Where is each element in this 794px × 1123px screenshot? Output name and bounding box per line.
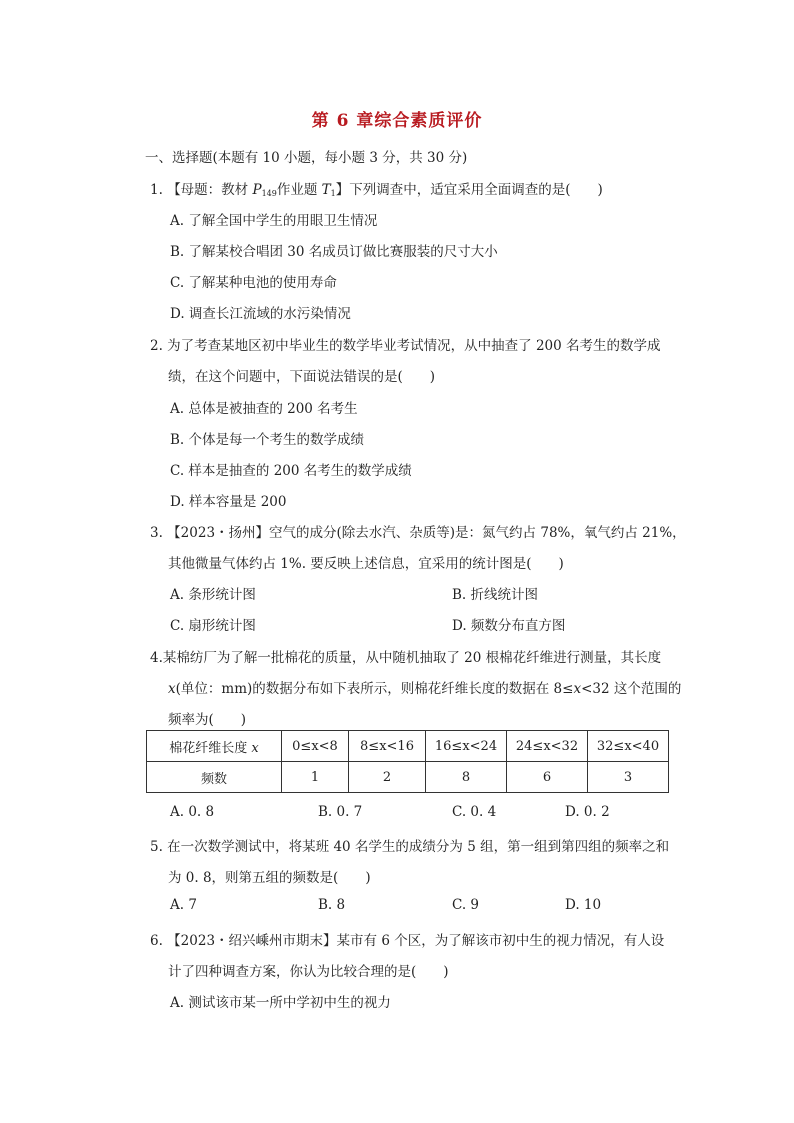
option-d: D. 调查长江流域的水污染情况 (170, 306, 351, 322)
table-cell: 1 (282, 762, 349, 793)
question-2-line-1: 2. 为了考查某地区初中毕业生的数学毕业考试情况，从中抽查了 200 名考生的数学成 (150, 338, 661, 354)
question-4-line-2: x(单位：mm)的数据分布如下表所示，则棉花纤维长度的数据在 8≤x<32 这个范围的 (168, 681, 682, 697)
question-3-line-1: 3. 【2023・扬州】空气的成分(除去水汽、杂质等)是：氮气约占 78%，氧气约占 21%， (150, 525, 686, 541)
option-c: C. 了解某种电池的使用寿命 (170, 275, 337, 291)
table-cell: 8 (426, 762, 507, 793)
question-1 (150, 178, 603, 198)
option-c: C. 扇形统计图 (170, 618, 256, 634)
option-a: A. 总体是被抽查的 200 名考生 (170, 401, 358, 417)
table-cell: 0≤x<8 (282, 731, 349, 762)
option-b: B. 0. 7 (318, 804, 363, 820)
table-cell: 6 (507, 762, 588, 793)
table-row (147, 762, 669, 793)
option-b: B. 个体是每一个考生的数学成绩 (170, 432, 365, 448)
option-d: D. 0. 2 (565, 804, 610, 820)
question-3-line-2: 其他微量气体约占 1%. 要反映上述信息，宜采用的统计图是( ) (168, 556, 564, 572)
option-a: A. 条形统计图 (170, 587, 256, 603)
option-c: C. 0. 4 (452, 804, 497, 820)
table-cell: 8≤x<16 (349, 731, 426, 762)
section-heading: 一、选择题(本题有 10 小题，每小题 3 分，共 30 分) (145, 150, 468, 166)
table-cell: 2 (349, 762, 426, 793)
question-4-line-1: 4.某棉纺厂为了解一批棉花的质量，从中随机抽取了 20 根棉花纤维进行测量，其长度 (150, 650, 662, 666)
option-d: D. 10 (565, 897, 602, 913)
question-6-line-2: 计了四种调查方案，你认为比较合理的是( ) (168, 964, 449, 980)
table-header-cell: 棉花纤维长度 x (147, 731, 282, 762)
question-4-line-3: 频率为( ) (168, 712, 247, 728)
option-b: B. 8 (318, 897, 346, 913)
option-a: A. 0. 8 (170, 804, 215, 820)
question-5-line-2: 为 0. 8，则第五组的频数是( ) (168, 870, 371, 886)
source-tag: 【母题：教材 $P_{149}$作业题 $T_1$】 (167, 182, 350, 198)
option-a: A. 测试该市某一所中学初中生的视力 (170, 995, 391, 1011)
question-5-line-1: 5. 在一次数学测试中，将某班 40 名学生的成绩分为 5 组，第一组到第四组的频率之和 (150, 839, 670, 855)
option-c: C. 9 (452, 897, 480, 913)
table-cell: 32≤x<40 (588, 731, 669, 762)
table-cell: 16≤x<24 (426, 731, 507, 762)
option-b: B. 折线统计图 (452, 587, 539, 603)
page-title: 第 6 章综合素质评价 (311, 111, 483, 131)
question-2-line-2: 绩，在这个问题中，下面说法错误的是( ) (168, 369, 436, 385)
table-header-cell: 频数 (147, 762, 282, 793)
option-d: D. 频数分布直方图 (452, 618, 566, 634)
option-a: A. 7 (170, 897, 197, 913)
option-c: C. 样本是抽查的 200 名考生的数学成绩 (170, 463, 412, 479)
table-cell: 24≤x<32 (507, 731, 588, 762)
question-number: 1. (150, 182, 163, 198)
table-row (147, 731, 669, 762)
option-b: B. 了解某校合唱团 30 名成员订做比赛服装的尺寸大小 (170, 244, 498, 260)
option-d: D. 样本容量是 200 (170, 494, 287, 510)
option-a: A. 了解全国中学生的用眼卫生情况 (170, 213, 378, 229)
frequency-table (146, 730, 669, 793)
table-cell: 3 (588, 762, 669, 793)
question-text: 下列调查中，适宜采用全面调查的是( ) (349, 182, 603, 198)
question-6-line-1: 6. 【2023・绍兴嵊州市期末】某市有 6 个区，为了解该市初中生的视力情况，有人设 (150, 933, 665, 949)
